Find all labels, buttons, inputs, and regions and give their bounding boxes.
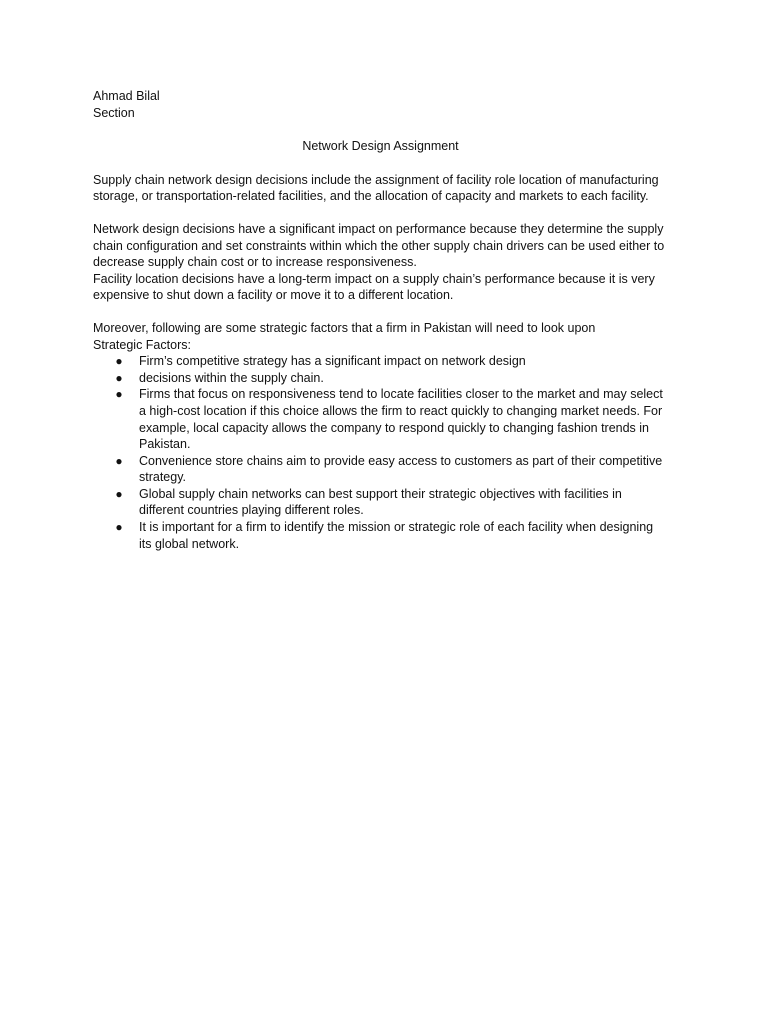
author-block xyxy=(93,88,668,121)
bullet-icon: ● xyxy=(115,453,123,468)
list-item xyxy=(93,370,668,387)
list-item-text: Firms that focus on responsiveness tend to locate facilities closer to the market and may select a high-cost location if this choice allows the firm to react quickly to changing market needs. For example, local capacity allows the company to respond quickly to changing fashion trends in Pakistan. xyxy=(139,387,663,452)
bullet-icon: ● xyxy=(115,354,123,369)
list-item xyxy=(93,519,668,552)
bullet-icon: ● xyxy=(115,370,123,385)
bullet-icon: ● xyxy=(115,387,123,402)
document-content xyxy=(93,88,668,552)
bullet-icon: ● xyxy=(115,520,123,535)
list-item-text: Convenience store chains aim to provide easy access to customers as part of their competitive strategy. xyxy=(139,453,663,485)
paragraph-2: Network design decisions have a significant impact on performance because they determine the supply chain configuration and set constraints within which the other supply chain drivers can be used either to decrease supply chain cost or to increase responsiveness. xyxy=(93,221,665,270)
list-item-text: Firm’s competitive strategy has a significant impact on network design xyxy=(139,354,526,369)
document-title: Network Design Assignment xyxy=(302,139,459,154)
section-label: Section xyxy=(93,105,135,120)
list-item xyxy=(93,353,668,370)
list-item-text: It is important for a firm to identify the mission or strategic role of each facility when designing its global network. xyxy=(139,520,654,551)
list-item xyxy=(93,386,668,452)
list-heading: Strategic Factors: xyxy=(93,337,191,352)
list-item xyxy=(93,453,668,486)
strategic-factors-list xyxy=(93,353,668,552)
paragraph-1: Supply chain network design decisions include the assignment of facility role location of manufacturing storage, or transportation-related facilities, and the allocation of capacity and markets to each facility. xyxy=(93,172,659,204)
paragraph-3: Facility location decisions have a long-term impact on a supply chain’s performance because it is very expensive to shut down a facility or move it to a different location. xyxy=(93,271,655,303)
paragraph-4: Moreover, following are some strategic factors that a firm in Pakistan will need to look upon xyxy=(93,320,596,335)
list-item-text: decisions within the supply chain. xyxy=(139,370,324,385)
author-name: Ahmad Bilal xyxy=(93,89,160,103)
list-item xyxy=(93,486,668,519)
list-item-text: Global supply chain networks can best support their strategic objectives with facilities in different countries playing different roles. xyxy=(139,486,622,518)
bullet-icon: ● xyxy=(115,486,123,501)
